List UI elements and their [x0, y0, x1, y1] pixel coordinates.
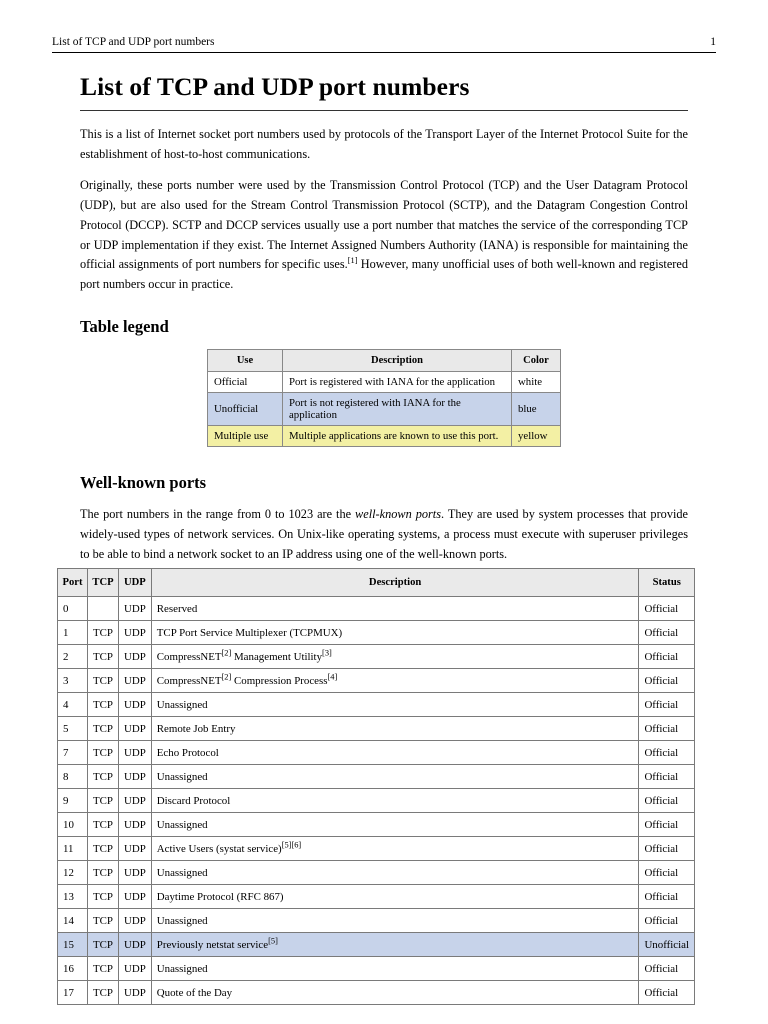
ports-cell-tcp: TCP [88, 693, 119, 717]
table-row [58, 717, 695, 741]
ports-cell-port: 16 [58, 957, 88, 981]
ports-cell-description: Quote of the Day [151, 981, 639, 1005]
section-heading-table-legend: Table legend [80, 317, 169, 337]
ports-cell-udp: UDP [118, 861, 151, 885]
legend-col-description: Description [283, 350, 512, 372]
ports-cell-status: Official [639, 669, 695, 693]
ports-cell-description: Echo Protocol [151, 741, 639, 765]
document-content [80, 72, 688, 576]
ports-cell-status: Official [639, 981, 695, 1005]
table-row [58, 957, 695, 981]
legend-color: white [512, 372, 561, 393]
ports-cell-tcp: TCP [88, 717, 119, 741]
ports-cell-port: 13 [58, 885, 88, 909]
ports-cell-udp: UDP [118, 813, 151, 837]
ports-cell-description: Daytime Protocol (RFC 867) [151, 885, 639, 909]
table-row [58, 885, 695, 909]
citation-ref[interactable]: [2] [221, 671, 232, 681]
table-row [58, 693, 695, 717]
ports-cell-udp: UDP [118, 621, 151, 645]
ports-cell-status: Official [639, 597, 695, 621]
table-row [58, 837, 695, 861]
ports-cell-description: Unassigned [151, 813, 639, 837]
ports-cell-description: Unassigned [151, 765, 639, 789]
ports-cell-port: 14 [58, 909, 88, 933]
ports-cell-udp: UDP [118, 957, 151, 981]
legend-header-row [208, 350, 561, 372]
ports-cell-description: Active Users (systat service)[5][6] [151, 837, 639, 861]
ports-cell-port: 2 [58, 645, 88, 669]
legend-description: Port is not registered with IANA for the application [283, 393, 512, 426]
ports-cell-status: Unofficial [639, 933, 695, 957]
table-row [58, 741, 695, 765]
ports-cell-description: CompressNET[2] Compression Process[4] [151, 669, 639, 693]
ports-cell-udp: UDP [118, 717, 151, 741]
table-row [58, 765, 695, 789]
ports-cell-description: Unassigned [151, 693, 639, 717]
ports-cell-port: 1 [58, 621, 88, 645]
ports-cell-port: 5 [58, 717, 88, 741]
ports-cell-status: Official [639, 885, 695, 909]
legend-col-color: Color [512, 350, 561, 372]
page-number: 1 [710, 36, 716, 48]
ports-cell-description: Discard Protocol [151, 789, 639, 813]
table-row [58, 861, 695, 885]
ports-cell-port: 17 [58, 981, 88, 1005]
citation-ref[interactable]: [3] [322, 647, 332, 657]
citation-ref[interactable]: [2] [221, 647, 232, 657]
ports-cell-port: 9 [58, 789, 88, 813]
ports-col-status: Status [639, 569, 695, 597]
ports-table [57, 568, 695, 1005]
ports-cell-description: CompressNET[2] Management Utility[3] [151, 645, 639, 669]
intro-paragraph-2-tail: However, many unofficial uses of both well-known and registered port numbers occur in practice. [80, 257, 688, 292]
ports-cell-port: 15 [58, 933, 88, 957]
legend-use: Unofficial [208, 393, 283, 426]
intro-paragraph-2 [80, 176, 688, 295]
ports-cell-description: Reserved [151, 597, 639, 621]
ports-cell-port: 10 [58, 813, 88, 837]
ports-cell-port: 8 [58, 765, 88, 789]
table-row [58, 645, 695, 669]
ports-col-port: Port [58, 569, 88, 597]
table-row [58, 789, 695, 813]
ports-cell-tcp: TCP [88, 813, 119, 837]
ports-cell-tcp: TCP [88, 885, 119, 909]
ports-cell-udp: UDP [118, 933, 151, 957]
ports-cell-port: 4 [58, 693, 88, 717]
ports-cell-description: Unassigned [151, 957, 639, 981]
legend-color: blue [512, 393, 561, 426]
ports-cell-udp: UDP [118, 909, 151, 933]
ports-cell-status: Official [639, 813, 695, 837]
legend-color: yellow [512, 426, 561, 447]
ports-cell-udp: UDP [118, 597, 151, 621]
title-divider [80, 110, 688, 111]
ports-cell-udp: UDP [118, 789, 151, 813]
running-header-title: List of TCP and UDP port numbers [52, 36, 215, 48]
table-row [58, 813, 695, 837]
ports-cell-status: Official [639, 717, 695, 741]
table-row [208, 372, 561, 393]
ports-cell-description: Unassigned [151, 861, 639, 885]
ports-cell-status: Official [639, 645, 695, 669]
ports-col-tcp: TCP [88, 569, 119, 597]
citation-ref[interactable]: [5][6] [281, 839, 302, 849]
ports-cell-status: Official [639, 621, 695, 645]
ports-cell-tcp: TCP [88, 981, 119, 1005]
ports-cell-udp: UDP [118, 981, 151, 1005]
section-heading-well-known-ports: Well-known ports [80, 473, 207, 493]
ports-table-wrapper [57, 562, 695, 1005]
ports-cell-status: Official [639, 789, 695, 813]
table-row [58, 909, 695, 933]
ports-col-udp: UDP [118, 569, 151, 597]
ports-cell-description: Unassigned [151, 909, 639, 933]
ports-cell-port: 12 [58, 861, 88, 885]
ports-cell-status: Official [639, 957, 695, 981]
table-row [208, 426, 561, 447]
ports-cell-port: 0 [58, 597, 88, 621]
ports-cell-tcp: TCP [88, 837, 119, 861]
ports-cell-tcp [88, 597, 119, 621]
legend-use: Official [208, 372, 283, 393]
ports-cell-status: Official [639, 909, 695, 933]
table-row [58, 669, 695, 693]
ports-cell-tcp: TCP [88, 861, 119, 885]
ports-cell-udp: UDP [118, 765, 151, 789]
intro-paragraph-1: This is a list of Internet socket port numbers used by protocols of the Transport Layer of the Internet Protocol Suite for the establishment of host-to-host communications. [80, 127, 688, 161]
ports-cell-tcp: TCP [88, 669, 119, 693]
ports-cell-description: Previously netstat service[5] [151, 933, 639, 957]
intro-paragraph-2-text: Originally, these ports number were used by the Transmission Control Protocol (TCP) and the User Datagram Protocol (UDP), but are also used for the Stream Control Transmission Protocol (SCTP), and the Datagram Congestion Control Protocol (DCCP). SCTP and DCCP services usually use a port number that matches the service of the corresponding TCP or UDP implementation if they exist. The Internet Assigned Numbers Authority (IANA) is responsible for maintaining the official assignments of port numbers for specific uses. [80, 177, 688, 272]
ports-cell-tcp: TCP [88, 621, 119, 645]
ports-cell-status: Official [639, 837, 695, 861]
ports-cell-status: Official [639, 765, 695, 789]
ports-cell-tcp: TCP [88, 957, 119, 981]
legend-use: Multiple use [208, 426, 283, 447]
table-row [58, 621, 695, 645]
ports-col-description: Description [151, 569, 639, 597]
ports-cell-udp: UDP [118, 741, 151, 765]
table-row [208, 393, 561, 426]
citation-ref[interactable]: [4] [327, 671, 338, 681]
ports-cell-udp: UDP [118, 645, 151, 669]
legend-table [207, 349, 561, 447]
well-known-paragraph: The port numbers in the range from 0 to 1023 are the well-known ports. They are used by system processes that provide widely-used types of network services. On Unix-like operating systems, a process must execute with superuser privileges to be able to bind a network socket to an IP address using one of the well-known ports. [80, 507, 688, 562]
legend-description: Port is registered with IANA for the application [283, 372, 512, 393]
ports-header-row [58, 569, 695, 597]
legend-description: Multiple applications are known to use this port. [283, 426, 512, 447]
ports-cell-port: 11 [58, 837, 88, 861]
citation-ref[interactable]: [5] [268, 935, 278, 945]
ports-cell-tcp: TCP [88, 645, 119, 669]
ports-cell-udp: UDP [118, 669, 151, 693]
page-title: List of TCP and UDP port numbers [80, 72, 470, 101]
ports-cell-udp: UDP [118, 885, 151, 909]
running-header [52, 36, 716, 53]
ports-cell-udp: UDP [118, 693, 151, 717]
ports-cell-udp: UDP [118, 837, 151, 861]
well-known-ports-emphasis: well-known ports [355, 507, 441, 522]
table-row [58, 981, 695, 1005]
legend-col-use: Use [208, 350, 283, 372]
ports-cell-tcp: TCP [88, 933, 119, 957]
citation-ref-1[interactable]: [1] [347, 256, 358, 266]
ports-cell-port: 3 [58, 669, 88, 693]
ports-cell-tcp: TCP [88, 741, 119, 765]
ports-cell-port: 7 [58, 741, 88, 765]
ports-cell-status: Official [639, 741, 695, 765]
ports-cell-status: Official [639, 693, 695, 717]
ports-cell-tcp: TCP [88, 909, 119, 933]
table-row [58, 933, 695, 957]
ports-cell-description: Remote Job Entry [151, 717, 639, 741]
ports-cell-status: Official [639, 861, 695, 885]
table-row [58, 597, 695, 621]
ports-cell-tcp: TCP [88, 765, 119, 789]
legend-table-wrapper [80, 349, 688, 447]
ports-cell-tcp: TCP [88, 789, 119, 813]
ports-cell-description: TCP Port Service Multiplexer (TCPMUX) [151, 621, 639, 645]
